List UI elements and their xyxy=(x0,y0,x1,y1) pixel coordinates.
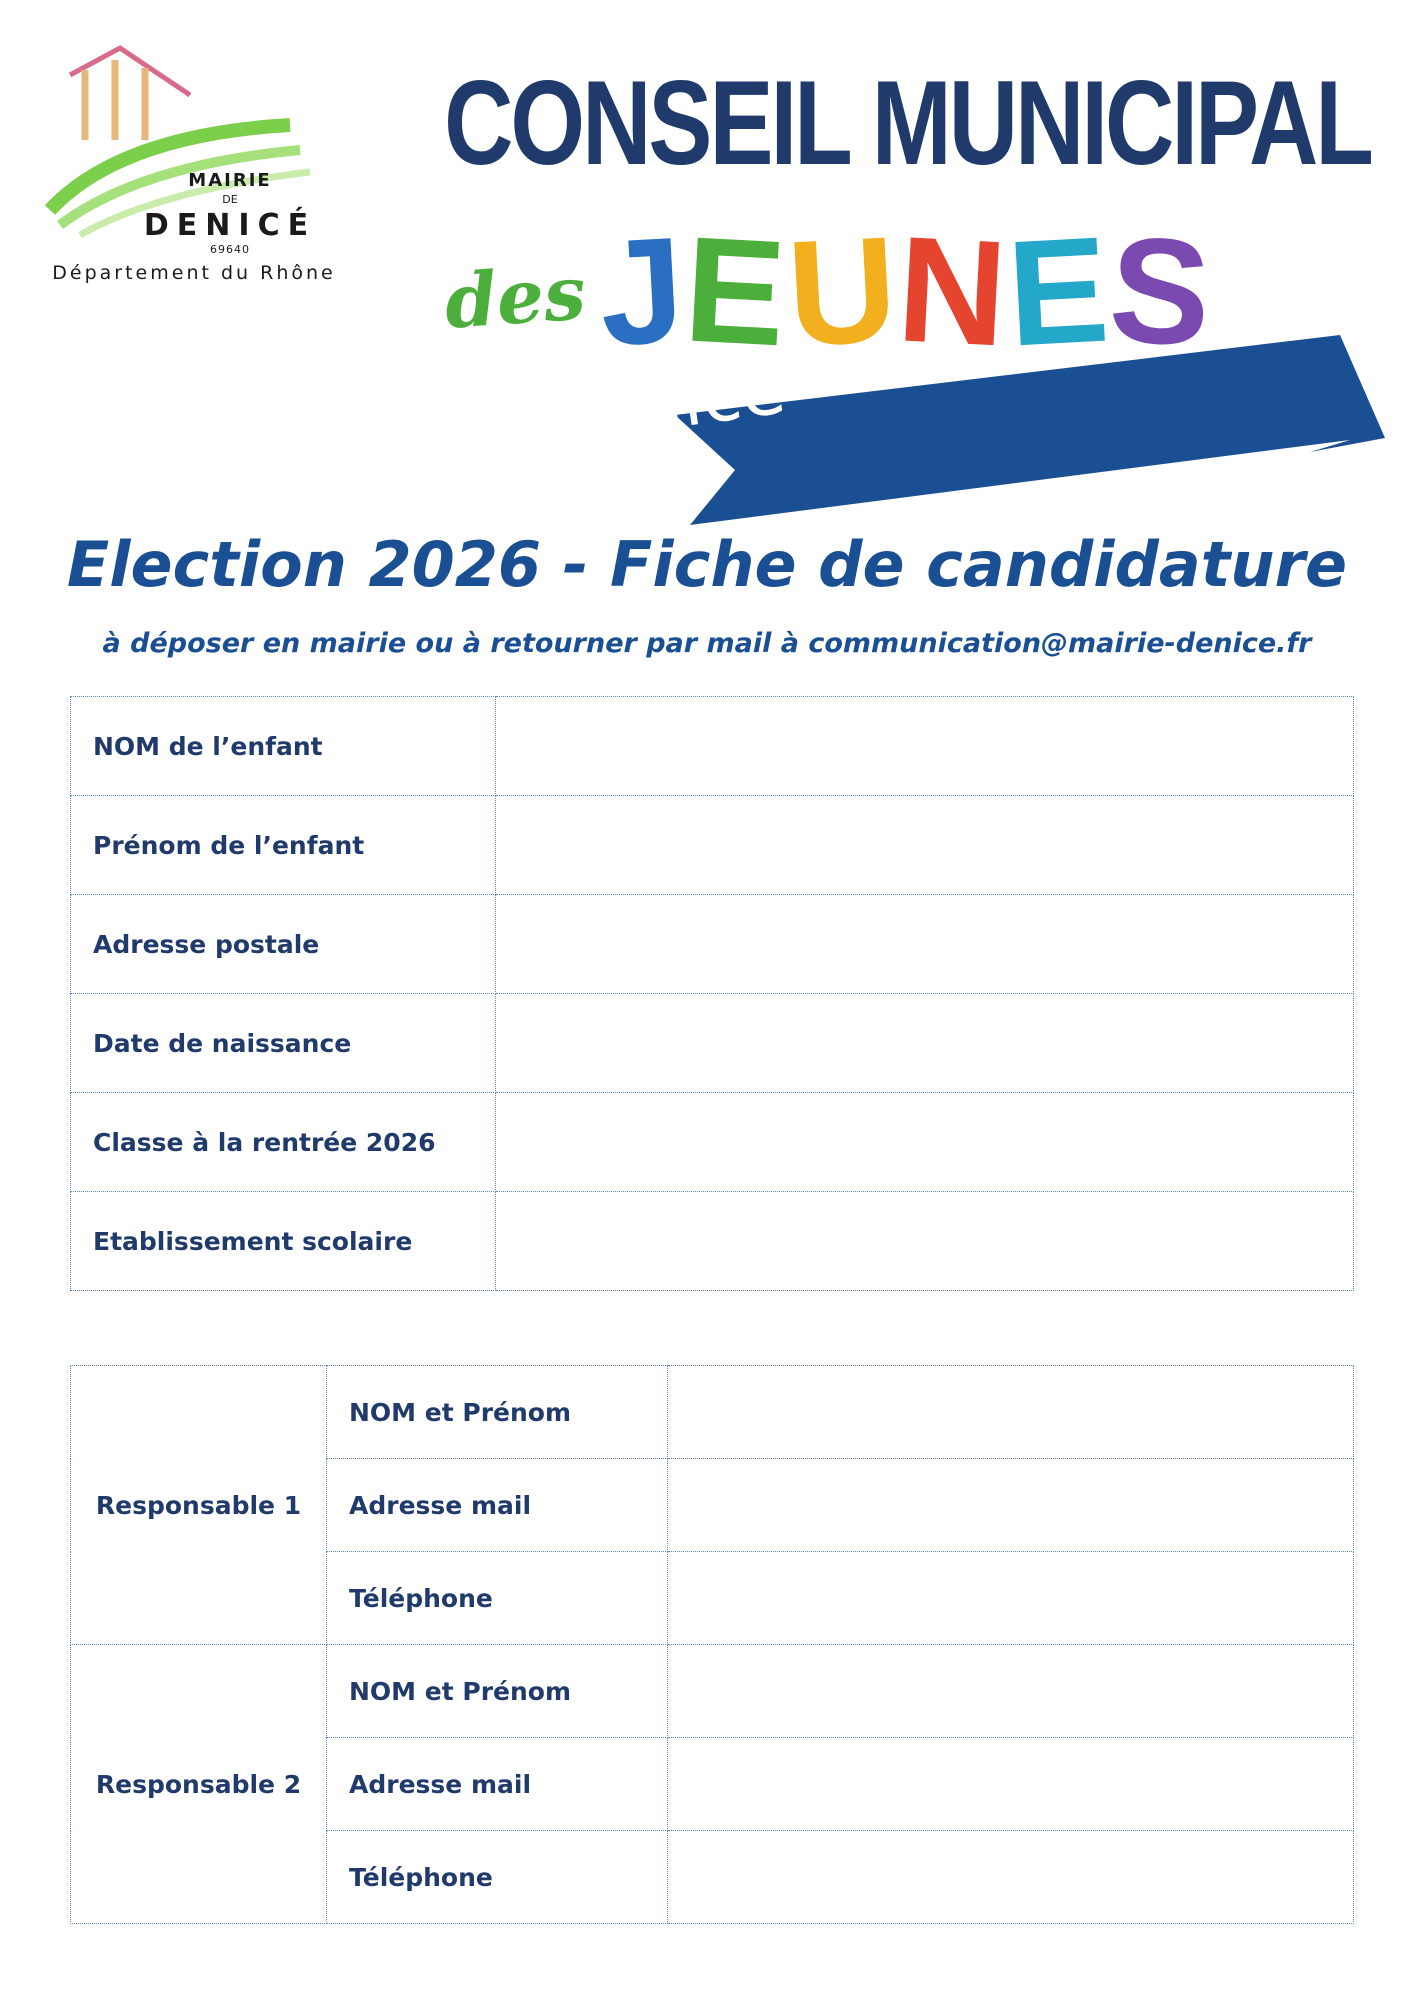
table-row xyxy=(71,994,1354,1093)
brand-letter: E xyxy=(681,204,792,378)
field-label: NOM et Prénom xyxy=(327,1645,668,1738)
table-row xyxy=(71,796,1354,895)
mairie-postcode: 69640 xyxy=(210,243,250,256)
field-input[interactable] xyxy=(496,697,1354,796)
field-input[interactable] xyxy=(668,1738,1354,1831)
table-row xyxy=(71,1645,1354,1738)
field-label: Téléphone xyxy=(327,1552,668,1645)
brand-letter: U xyxy=(783,204,903,378)
field-label: NOM de l’enfant xyxy=(71,697,496,796)
mairie-de-label: DE xyxy=(222,193,238,206)
field-label: Adresse postale xyxy=(71,895,496,994)
brand-letter: J xyxy=(595,204,690,378)
table-row xyxy=(71,1093,1354,1192)
banner-town: de Denicé xyxy=(419,345,791,479)
field-label: Classe à la rentrée 2026 xyxy=(71,1093,496,1192)
table-row xyxy=(71,1366,1354,1459)
brand-letter: E xyxy=(1003,204,1115,378)
field-input[interactable] xyxy=(496,994,1354,1093)
form-title: Election 2026 - Fiche de candidature xyxy=(66,528,1348,601)
brand-letter: S xyxy=(1105,204,1217,378)
field-label: NOM et Prénom xyxy=(327,1366,668,1459)
brand-letter: N xyxy=(893,204,1013,378)
field-label: Prénom de l’enfant xyxy=(71,796,496,895)
field-input[interactable] xyxy=(668,1552,1354,1645)
form-subtitle: à déposer en mairie ou à retourner par mail à communication@mairie-denice.fr xyxy=(102,628,1312,659)
responsable-label: Responsable 2 xyxy=(71,1645,327,1924)
table-row xyxy=(71,895,1354,994)
mairie-label: MAIRIE xyxy=(188,170,272,191)
field-input[interactable] xyxy=(668,1831,1354,1924)
field-input[interactable] xyxy=(668,1366,1354,1459)
field-label: Adresse mail xyxy=(327,1738,668,1831)
field-input[interactable] xyxy=(496,1093,1354,1192)
responsable-label: Responsable 1 xyxy=(71,1366,327,1645)
table-row xyxy=(71,1192,1354,1291)
mairie-town-name: DENICÉ xyxy=(143,208,317,243)
ribbon-shape xyxy=(0,0,1414,560)
field-label: Téléphone xyxy=(327,1831,668,1924)
field-input[interactable] xyxy=(496,796,1354,895)
field-input[interactable] xyxy=(668,1459,1354,1552)
table-row xyxy=(71,697,1354,796)
field-input[interactable] xyxy=(668,1645,1354,1738)
field-label: Date de naissance xyxy=(71,994,496,1093)
field-input[interactable] xyxy=(496,895,1354,994)
guardians-table xyxy=(70,1365,1354,1924)
brand-title: CONSEIL MUNICIPAL xyxy=(444,56,1371,190)
mairie-department: Département du Rhône xyxy=(52,262,336,284)
field-label: Adresse mail xyxy=(327,1459,668,1552)
field-input[interactable] xyxy=(496,1192,1354,1291)
brand-des: des xyxy=(442,250,589,346)
field-label: Etablissement scolaire xyxy=(71,1192,496,1291)
child-info-table xyxy=(70,696,1354,1291)
